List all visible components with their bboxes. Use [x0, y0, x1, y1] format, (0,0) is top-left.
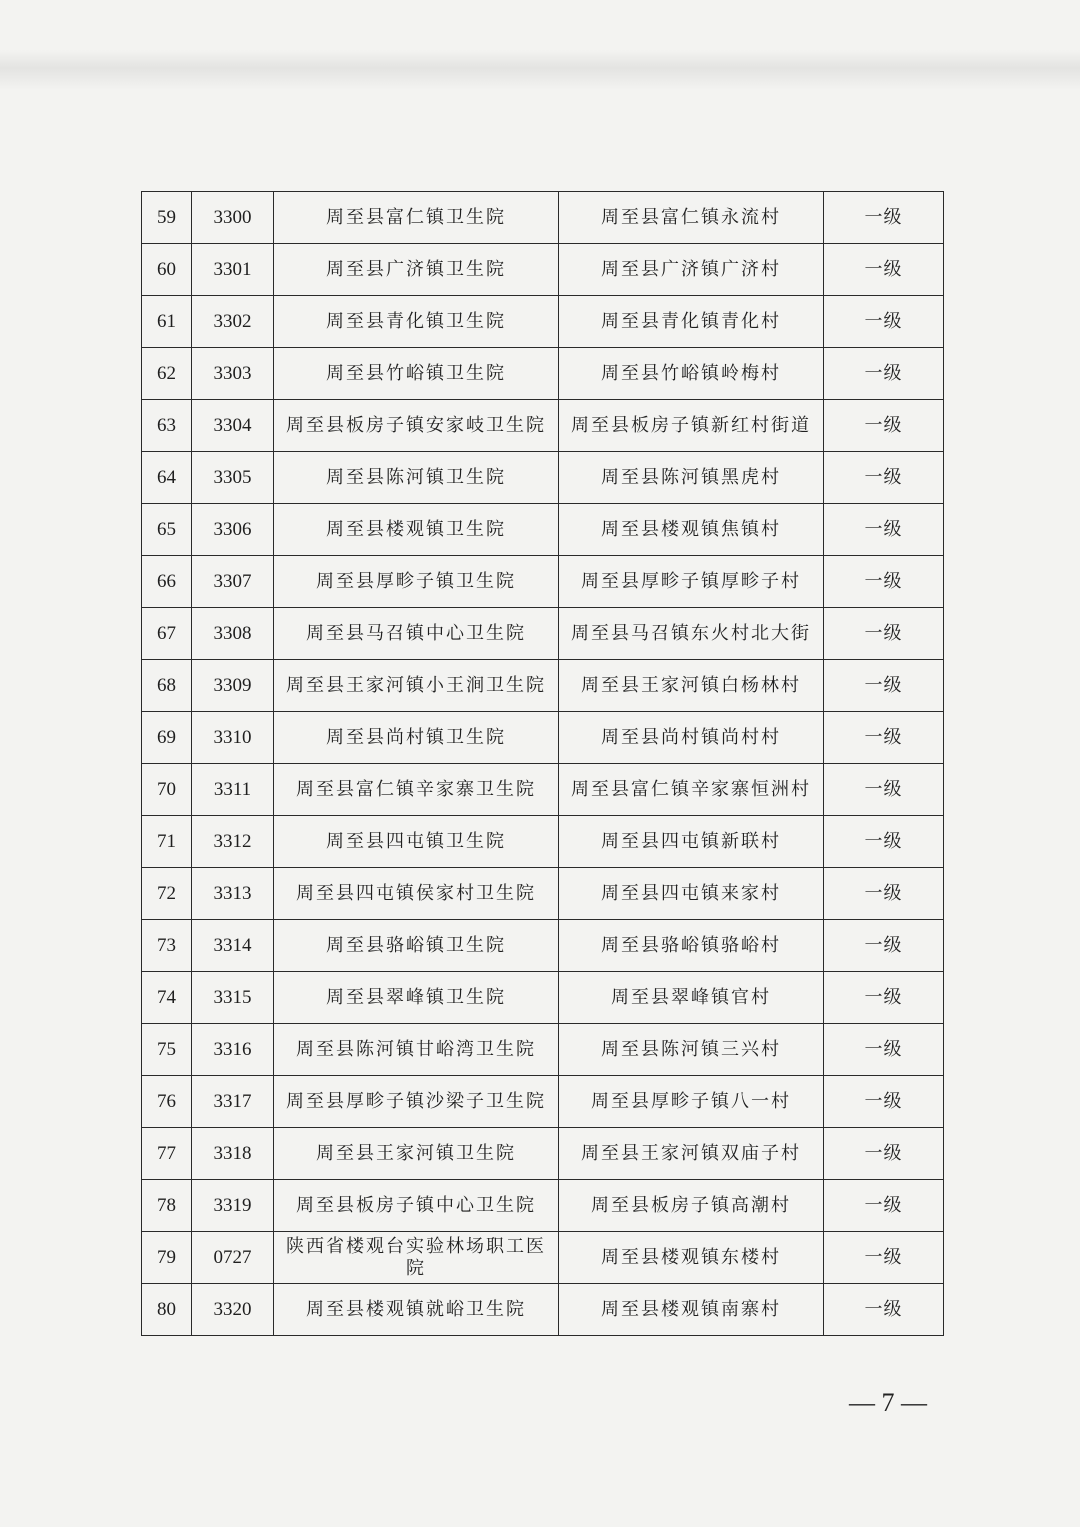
institution-code-cell: 3309 [192, 660, 274, 712]
row-number-cell: 67 [142, 608, 192, 660]
institution-code-cell: 3316 [192, 1024, 274, 1076]
address-cell: 周至县四屯镇来家村 [559, 868, 824, 920]
table-body [142, 192, 944, 1336]
table-row [142, 348, 944, 400]
level-cell: 一级 [824, 660, 944, 712]
institution-name-cell: 周至县楼观镇卫生院 [274, 504, 559, 556]
row-number-cell: 64 [142, 452, 192, 504]
row-number-cell: 60 [142, 244, 192, 296]
address-cell: 周至县竹峪镇岭梅村 [559, 348, 824, 400]
institution-code-cell: 3311 [192, 764, 274, 816]
level-cell: 一级 [824, 712, 944, 764]
row-number-cell: 77 [142, 1128, 192, 1180]
row-number-cell: 76 [142, 1076, 192, 1128]
level-cell: 一级 [824, 556, 944, 608]
institution-name-cell: 周至县四屯镇卫生院 [274, 816, 559, 868]
institution-code-cell: 3319 [192, 1180, 274, 1232]
level-cell: 一级 [824, 504, 944, 556]
institution-code-cell: 3320 [192, 1284, 274, 1336]
level-cell: 一级 [824, 1128, 944, 1180]
address-cell: 周至县尚村镇尚村村 [559, 712, 824, 764]
address-cell: 周至县富仁镇辛家寨恒洲村 [559, 764, 824, 816]
level-cell: 一级 [824, 816, 944, 868]
level-cell: 一级 [824, 296, 944, 348]
row-number-cell: 80 [142, 1284, 192, 1336]
address-cell: 周至县陈河镇黑虎村 [559, 452, 824, 504]
address-cell: 周至县青化镇青化村 [559, 296, 824, 348]
institution-name-cell: 周至县板房子镇中心卫生院 [274, 1180, 559, 1232]
institution-name-cell: 周至县广济镇卫生院 [274, 244, 559, 296]
institution-name-cell: 周至县竹峪镇卫生院 [274, 348, 559, 400]
hospital-list-table [141, 191, 944, 1336]
row-number-cell: 70 [142, 764, 192, 816]
address-cell: 周至县王家河镇双庙子村 [559, 1128, 824, 1180]
institution-name-cell: 周至县四屯镇侯家村卫生院 [274, 868, 559, 920]
table-row [142, 192, 944, 244]
institution-name-cell: 周至县厚畛子镇沙梁子卫生院 [274, 1076, 559, 1128]
institution-name-cell: 周至县骆峪镇卫生院 [274, 920, 559, 972]
level-cell: 一级 [824, 608, 944, 660]
institution-code-cell: 3303 [192, 348, 274, 400]
table-row [142, 712, 944, 764]
institution-name-cell: 周至县富仁镇卫生院 [274, 192, 559, 244]
institution-code-cell: 3308 [192, 608, 274, 660]
level-cell: 一级 [824, 244, 944, 296]
level-cell: 一级 [824, 348, 944, 400]
table-row [142, 660, 944, 712]
address-cell: 周至县马召镇东火村北大街 [559, 608, 824, 660]
table-row [142, 1128, 944, 1180]
level-cell: 一级 [824, 764, 944, 816]
institution-code-cell: 3304 [192, 400, 274, 452]
table-row [142, 1076, 944, 1128]
row-number-cell: 69 [142, 712, 192, 764]
institution-code-cell: 3307 [192, 556, 274, 608]
institution-code-cell: 3312 [192, 816, 274, 868]
table-row [142, 296, 944, 348]
institution-name-cell: 周至县陈河镇甘峪湾卫生院 [274, 1024, 559, 1076]
institution-name-cell: 周至县尚村镇卫生院 [274, 712, 559, 764]
table-row [142, 556, 944, 608]
row-number-cell: 59 [142, 192, 192, 244]
institution-name-cell: 周至县楼观镇就峪卫生院 [274, 1284, 559, 1336]
row-number-cell: 79 [142, 1232, 192, 1284]
table-row [142, 504, 944, 556]
table-row [142, 868, 944, 920]
row-number-cell: 71 [142, 816, 192, 868]
table-row [142, 1180, 944, 1232]
level-cell: 一级 [824, 920, 944, 972]
institution-code-cell: 3305 [192, 452, 274, 504]
level-cell: 一级 [824, 452, 944, 504]
institution-code-cell: 3306 [192, 504, 274, 556]
institution-code-cell: 3317 [192, 1076, 274, 1128]
row-number-cell: 73 [142, 920, 192, 972]
institution-name-cell: 周至县王家河镇卫生院 [274, 1128, 559, 1180]
row-number-cell: 66 [142, 556, 192, 608]
row-number-cell: 75 [142, 1024, 192, 1076]
address-cell: 周至县楼观镇焦镇村 [559, 504, 824, 556]
row-number-cell: 62 [142, 348, 192, 400]
address-cell: 周至县骆峪镇骆峪村 [559, 920, 824, 972]
table-row [142, 1232, 944, 1284]
institution-name-cell: 周至县王家河镇小王涧卫生院 [274, 660, 559, 712]
level-cell: 一级 [824, 868, 944, 920]
address-cell: 周至县楼观镇东楼村 [559, 1232, 824, 1284]
institution-code-cell: 3318 [192, 1128, 274, 1180]
level-cell: 一级 [824, 1284, 944, 1336]
institution-name-cell: 周至县陈河镇卫生院 [274, 452, 559, 504]
level-cell: 一级 [824, 400, 944, 452]
row-number-cell: 61 [142, 296, 192, 348]
address-cell: 周至县陈河镇三兴村 [559, 1024, 824, 1076]
address-cell: 周至县四屯镇新联村 [559, 816, 824, 868]
institution-code-cell: 3313 [192, 868, 274, 920]
table-row [142, 400, 944, 452]
institution-name-cell: 周至县富仁镇辛家寨卫生院 [274, 764, 559, 816]
table-row [142, 764, 944, 816]
level-cell: 一级 [824, 972, 944, 1024]
institution-code-cell: 3314 [192, 920, 274, 972]
row-number-cell: 74 [142, 972, 192, 1024]
address-cell: 周至县富仁镇永流村 [559, 192, 824, 244]
table-row [142, 244, 944, 296]
institution-name-cell: 周至县马召镇中心卫生院 [274, 608, 559, 660]
level-cell: 一级 [824, 1024, 944, 1076]
address-cell: 周至县厚畛子镇八一村 [559, 1076, 824, 1128]
level-cell: 一级 [824, 192, 944, 244]
institution-code-cell: 3310 [192, 712, 274, 764]
level-cell: 一级 [824, 1180, 944, 1232]
institution-code-cell: 3302 [192, 296, 274, 348]
table-row [142, 816, 944, 868]
table-row [142, 972, 944, 1024]
address-cell: 周至县厚畛子镇厚畛子村 [559, 556, 824, 608]
row-number-cell: 78 [142, 1180, 192, 1232]
table-row [142, 608, 944, 660]
institution-name-cell: 周至县翠峰镇卫生院 [274, 972, 559, 1024]
institution-code-cell: 0727 [192, 1232, 274, 1284]
institution-name-cell: 周至县板房子镇安家岐卫生院 [274, 400, 559, 452]
table-row [142, 920, 944, 972]
row-number-cell: 63 [142, 400, 192, 452]
address-cell: 周至县板房子镇高潮村 [559, 1180, 824, 1232]
institution-code-cell: 3301 [192, 244, 274, 296]
address-cell: 周至县楼观镇南寨村 [559, 1284, 824, 1336]
row-number-cell: 65 [142, 504, 192, 556]
institution-name-cell: 周至县厚畛子镇卫生院 [274, 556, 559, 608]
institution-name-cell: 陕西省楼观台实验林场职工医院 [274, 1232, 559, 1284]
table-row [142, 1024, 944, 1076]
institution-code-cell: 3315 [192, 972, 274, 1024]
row-number-cell: 72 [142, 868, 192, 920]
row-number-cell: 68 [142, 660, 192, 712]
institution-name-cell: 周至县青化镇卫生院 [274, 296, 559, 348]
table-row [142, 1284, 944, 1336]
table-row [142, 452, 944, 504]
address-cell: 周至县板房子镇新红村街道 [559, 400, 824, 452]
level-cell: 一级 [824, 1076, 944, 1128]
address-cell: 周至县王家河镇白杨林村 [559, 660, 824, 712]
scan-shadow-band [0, 50, 1080, 90]
institution-code-cell: 3300 [192, 192, 274, 244]
level-cell: 一级 [824, 1232, 944, 1284]
address-cell: 周至县翠峰镇官村 [559, 972, 824, 1024]
page-number: — 7 — [849, 1388, 927, 1417]
address-cell: 周至县广济镇广济村 [559, 244, 824, 296]
